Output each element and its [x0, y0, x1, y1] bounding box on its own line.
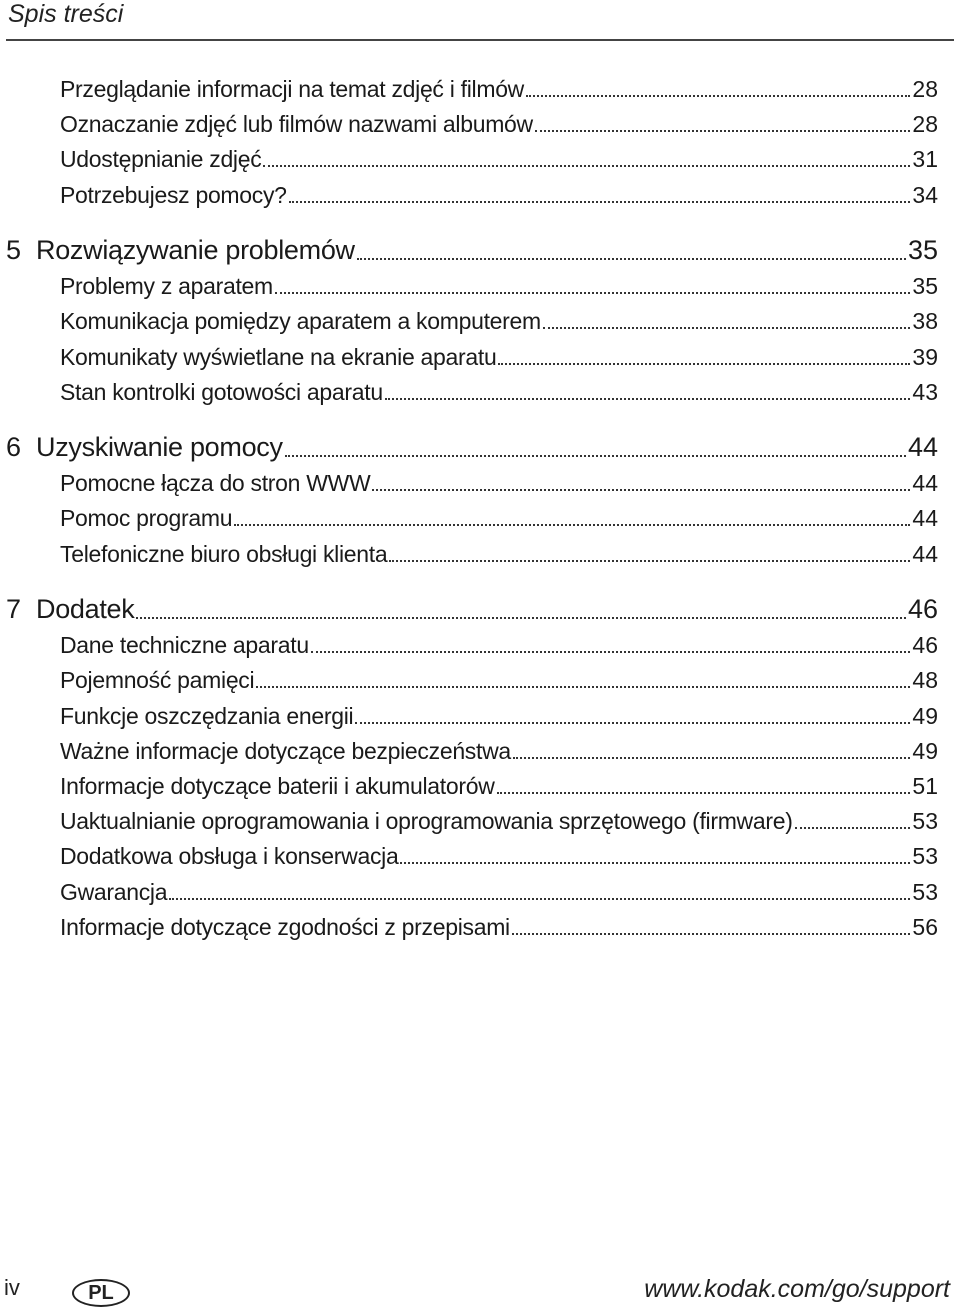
toc-entry-row[interactable]: [0, 343, 960, 377]
dot-leader: [389, 560, 910, 562]
toc-entry-label: Potrzebujesz pomocy?: [60, 181, 287, 208]
toc-entry: [60, 182, 938, 209]
toc-entry: [60, 470, 938, 497]
toc-entry: [60, 344, 938, 371]
toc-entry-label: Ważne informacje dotyczące bezpieczeństwa: [60, 737, 511, 764]
toc-entry-row[interactable]: [0, 913, 960, 947]
toc-entry-label: Oznaczanie zdjęć lub filmów nazwami albumów: [60, 111, 533, 138]
dot-leader: [285, 455, 906, 457]
toc-page-number: 28: [912, 111, 938, 138]
toc-entry: [36, 594, 938, 625]
toc-entry-label: Komunikacja pomiędzy aparatem a komputerem: [60, 308, 541, 335]
toc-page-number: 43: [912, 378, 938, 405]
dot-leader: [498, 363, 910, 365]
toc-page-number: 44: [912, 470, 938, 497]
toc-page-number: 46: [912, 632, 938, 659]
toc-entry-row[interactable]: [0, 378, 960, 412]
dot-leader: [311, 651, 911, 653]
toc-page-number: 34: [912, 181, 938, 208]
dot-leader: [289, 201, 911, 203]
toc-page-number: 49: [912, 702, 938, 729]
toc-entry: [60, 808, 938, 835]
toc-entry: [60, 379, 938, 406]
toc-entry: [60, 667, 938, 694]
dot-leader: [256, 686, 910, 688]
toc-entry-row[interactable]: [0, 842, 960, 876]
toc-entry: [36, 432, 938, 463]
chapter-number: 7: [6, 593, 22, 624]
toc-page-number: 56: [912, 913, 938, 940]
toc-entry-label: Uaktualnianie oprogramowania i oprogramowania sprzętowego (firmware): [60, 808, 793, 835]
dot-leader: [169, 898, 910, 900]
toc-page-number: 53: [912, 878, 938, 905]
dot-leader: [400, 862, 910, 864]
dot-leader: [234, 524, 910, 526]
toc-page-number: 51: [912, 772, 938, 799]
toc-page-number: 53: [912, 843, 938, 870]
toc-entry-label: Komunikaty wyświetlane na ekranie aparatu: [60, 343, 497, 370]
toc-entry-label: Gwarancja: [60, 878, 168, 905]
toc-entry: [60, 738, 938, 765]
toc-page-number: 44: [912, 505, 938, 532]
toc-entry-row[interactable]: [0, 272, 960, 306]
language-badge: PL: [72, 1279, 130, 1307]
toc-entry: [60, 703, 938, 730]
page-number: iv: [4, 1275, 20, 1300]
toc-entry-label: Udostępnianie zdjęć: [60, 146, 262, 173]
toc-entry-row[interactable]: [0, 110, 960, 144]
dot-leader: [263, 165, 910, 167]
toc-entry: [60, 308, 938, 335]
dot-leader: [497, 792, 911, 794]
toc-chapter-row[interactable]: [0, 431, 960, 469]
dot-leader: [513, 757, 911, 759]
toc-entry-label: Rozwiązywanie problemów: [36, 234, 355, 265]
toc-entry-row[interactable]: [0, 540, 960, 574]
toc-entry: [36, 235, 938, 266]
toc-entry-label: Stan kontrolki gotowości aparatu: [60, 378, 383, 405]
toc-entry-label: Funkcje oszczędzania energii: [60, 702, 354, 729]
toc-entry-row[interactable]: [0, 878, 960, 912]
toc-page-number: 35: [912, 273, 938, 300]
toc-entry-row[interactable]: [0, 631, 960, 665]
toc-entry-label: Informacje dotyczące baterii i akumulatorów: [60, 772, 495, 799]
toc-page-number: 28: [912, 76, 938, 102]
header-divider: [6, 39, 954, 41]
toc-entry: [60, 914, 938, 941]
page-title: Spis treści: [8, 0, 124, 28]
toc-entry-label: Pomoc programu: [60, 505, 233, 532]
toc-entry-label: Dane techniczne aparatu: [60, 632, 309, 659]
toc-entry: [60, 843, 938, 870]
toc-entry-label: Uzyskiwanie pomocy: [36, 431, 283, 462]
chapter-number: 6: [6, 431, 22, 462]
toc-entry-row[interactable]: [0, 469, 960, 503]
toc-entry: [60, 541, 938, 568]
toc-entry-row[interactable]: [0, 181, 960, 215]
toc-entry: [60, 76, 938, 103]
toc-entry: [60, 111, 938, 138]
toc-page-number: 44: [912, 540, 938, 567]
chapter-number: 5: [6, 234, 22, 265]
toc-entry-row[interactable]: [0, 75, 960, 109]
toc-entry: [60, 146, 938, 173]
toc-entry-label: Telefoniczne biuro obsługi klienta: [60, 540, 388, 567]
toc-entry-row[interactable]: [0, 807, 960, 841]
toc-page-number: 46: [907, 593, 938, 624]
dot-leader: [275, 292, 911, 294]
toc-entry: [60, 879, 938, 906]
toc-entry-row[interactable]: [0, 702, 960, 736]
toc-entry-row[interactable]: [0, 145, 960, 179]
toc-entry-label: Dodatek: [36, 593, 135, 624]
toc-page-number: 38: [912, 308, 938, 335]
toc-entry-row[interactable]: [0, 666, 960, 700]
dot-leader: [512, 933, 911, 935]
toc-entry-label: Problemy z aparatem: [60, 273, 273, 300]
toc-entry-label: Informacje dotyczące zgodności z przepisami: [60, 913, 510, 940]
toc-entry-row[interactable]: [0, 737, 960, 771]
toc-entry-label: Pojemność pamięci: [60, 667, 255, 694]
dot-leader: [535, 130, 911, 132]
toc-chapter-row[interactable]: [0, 593, 960, 631]
toc-entry-label: Przeglądanie informacji na temat zdjęć i filmów: [60, 76, 524, 102]
toc-page-number: 49: [912, 737, 938, 764]
toc-entry-label: Pomocne łącza do stron WWW: [60, 470, 371, 497]
toc-page-number: 35: [907, 234, 938, 265]
toc-page-number: 53: [912, 808, 938, 835]
dot-leader: [526, 95, 910, 97]
toc-chapter-row[interactable]: [0, 234, 960, 272]
toc-page-number: 31: [912, 146, 938, 173]
dot-leader: [372, 489, 910, 491]
toc-entry: [60, 505, 938, 532]
dot-leader: [357, 258, 906, 260]
dot-leader: [795, 827, 911, 829]
toc-page-number: 48: [912, 667, 938, 694]
dot-leader: [543, 327, 911, 329]
toc-page-number: 39: [912, 343, 938, 370]
toc-entry-row[interactable]: [0, 307, 960, 341]
toc-entry: [60, 773, 938, 800]
toc-entry: [60, 632, 938, 659]
dot-leader: [385, 398, 911, 400]
toc-page-number: 44: [907, 431, 938, 462]
toc-entry-label: Dodatkowa obsługa i konserwacja: [60, 843, 399, 870]
dot-leader: [136, 617, 905, 619]
toc-entry: [60, 273, 938, 300]
support-url[interactable]: www.kodak.com/go/support: [644, 1275, 950, 1303]
toc-entry-row[interactable]: [0, 772, 960, 806]
dot-leader: [355, 722, 910, 724]
toc-entry-row[interactable]: [0, 504, 960, 538]
